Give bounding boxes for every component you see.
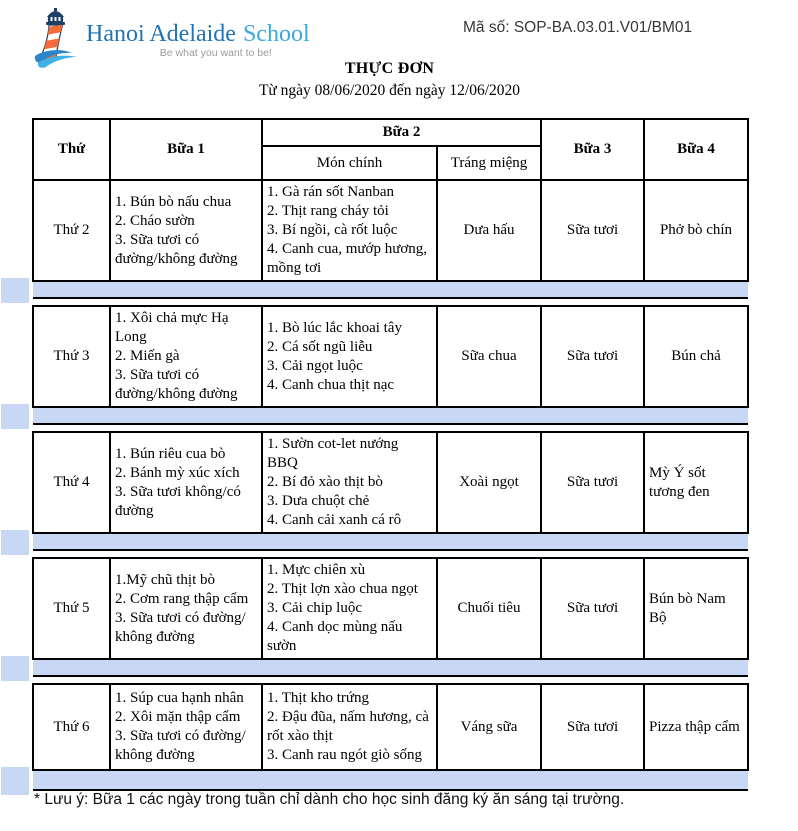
table-row-tuesday (33, 306, 748, 407)
cell-day: Thứ 2 (33, 180, 110, 281)
table-row-monday (33, 180, 748, 281)
logo-text (86, 21, 310, 59)
cell-meal1: 1. Bún bò nấu chua 2. Cháo sườn 3. Sữa tươi có đường/không đường (110, 180, 262, 281)
cell-day: Thứ 3 (33, 306, 110, 407)
row-gap (33, 298, 748, 306)
page-title: THỰC ĐƠN (344, 60, 435, 77)
row-gap (33, 424, 748, 432)
logo-tagline: Be what you want to be! (159, 47, 272, 59)
logo-name (86, 21, 310, 47)
cell-day: Thứ 4 (33, 432, 110, 533)
column-header-meal2: Bữa 2 (262, 119, 541, 146)
cell-meal4: Bún chả (644, 306, 748, 407)
title-block (32, 60, 747, 100)
cell-day: Thứ 5 (33, 558, 110, 659)
table-header-row-1 (33, 119, 748, 146)
column-header-meal1: Bữa 1 (110, 119, 262, 180)
cell-meal4: Phở bò chín (644, 180, 748, 281)
column-header-meal4: Bữa 4 (644, 119, 748, 180)
cell-meal3: Sữa tươi (541, 432, 644, 533)
cell-meal2-dessert: Chuối tiêu (437, 558, 541, 659)
cell-day: Thứ 6 (33, 684, 110, 770)
row-gap (33, 550, 748, 558)
cell-meal3: Sữa tươi (541, 558, 644, 659)
menu-table (32, 118, 749, 791)
cell-meal2-main: 1. Gà rán sốt Nanban 2. Thịt rang cháy tỏi 3. Bí ngồi, cà rốt luộc 4. Canh cua, mướp hương, mồng tơi (262, 180, 437, 281)
cell-meal2-dessert: Sữa chua (437, 306, 541, 407)
column-header-main-dish: Món chính (262, 146, 437, 180)
row-separator (33, 407, 748, 424)
date-range: Từ ngày 08/06/2020 đến ngày 12/06/2020 (258, 82, 521, 99)
row-separator (33, 281, 748, 298)
document-code: Mã số: SOP-BA.03.01.V01/BM01 (463, 19, 693, 36)
cell-meal2-main: 1. Mực chiên xù 2. Thịt lợn xào chua ngọt 3. Cải chip luộc 4. Canh dọc mùng nấu sườn (262, 558, 437, 659)
cell-meal2-dessert: Váng sữa (437, 684, 541, 770)
cell-meal2-main: 1. Sườn cot-let nướng BBQ 2. Bí đỏ xào thịt bò 3. Dưa chuột chẻ 4. Canh cải xanh cá rô (262, 432, 437, 533)
cell-meal2-dessert: Xoài ngọt (437, 432, 541, 533)
cell-meal2-dessert: Dưa hấu (437, 180, 541, 281)
row-separator (33, 770, 748, 790)
cell-meal4: Bún bò Nam Bộ (644, 558, 748, 659)
cell-meal3: Sữa tươi (541, 306, 644, 407)
table-row-wednesday (33, 432, 748, 533)
table-row-thursday (33, 558, 748, 659)
column-header-day: Thứ (33, 119, 110, 180)
logo-name-primary: Hanoi Adelaide (86, 21, 236, 47)
cell-meal2-main: 1. Bò lúc lắc khoai tây 2. Cá sốt ngũ liễu 3. Cải ngọt luộc 4. Canh chua thịt nạc (262, 306, 437, 407)
cell-meal1: 1. Súp cua hạnh nhân 2. Xôi mặn thập cẩm 3. Sữa tươi có đường/ không đường (110, 684, 262, 770)
cell-meal1: 1. Xôi chả mực Hạ Long 2. Miến gà 3. Sữa tươi có đường/không đường (110, 306, 262, 407)
cell-meal3: Sữa tươi (541, 684, 644, 770)
cell-meal3: Sữa tươi (541, 180, 644, 281)
row-separator (33, 659, 748, 676)
column-header-meal3: Bữa 3 (541, 119, 644, 180)
table-row-friday (33, 684, 748, 770)
column-header-dessert: Tráng miệng (437, 146, 541, 180)
row-gap (33, 676, 748, 684)
cell-meal1: 1.Mỹ chũ thịt bò 2. Cơm rang thập cẩm 3. Sữa tươi có đường/ không đường (110, 558, 262, 659)
logo-name-secondary: School (242, 21, 310, 47)
cell-meal4: Mỳ Ý sốt tương đen (644, 432, 748, 533)
row-separator (33, 533, 748, 550)
cell-meal4: Pizza thập cẩm (644, 684, 748, 770)
cell-meal1: 1. Bún riêu cua bò 2. Bánh mỳ xúc xích 3. Sữa tươi không/có đường (110, 432, 262, 533)
footer-note: * Lưu ý: Bữa 1 các ngày trong tuần chỉ dành cho học sinh đăng ký ăn sáng tại trường. (34, 791, 625, 808)
cell-meal2-main: 1. Thịt kho trứng 2. Đậu đũa, nấm hương, cà rốt xào thịt 3. Canh rau ngót giò sống (262, 684, 437, 770)
